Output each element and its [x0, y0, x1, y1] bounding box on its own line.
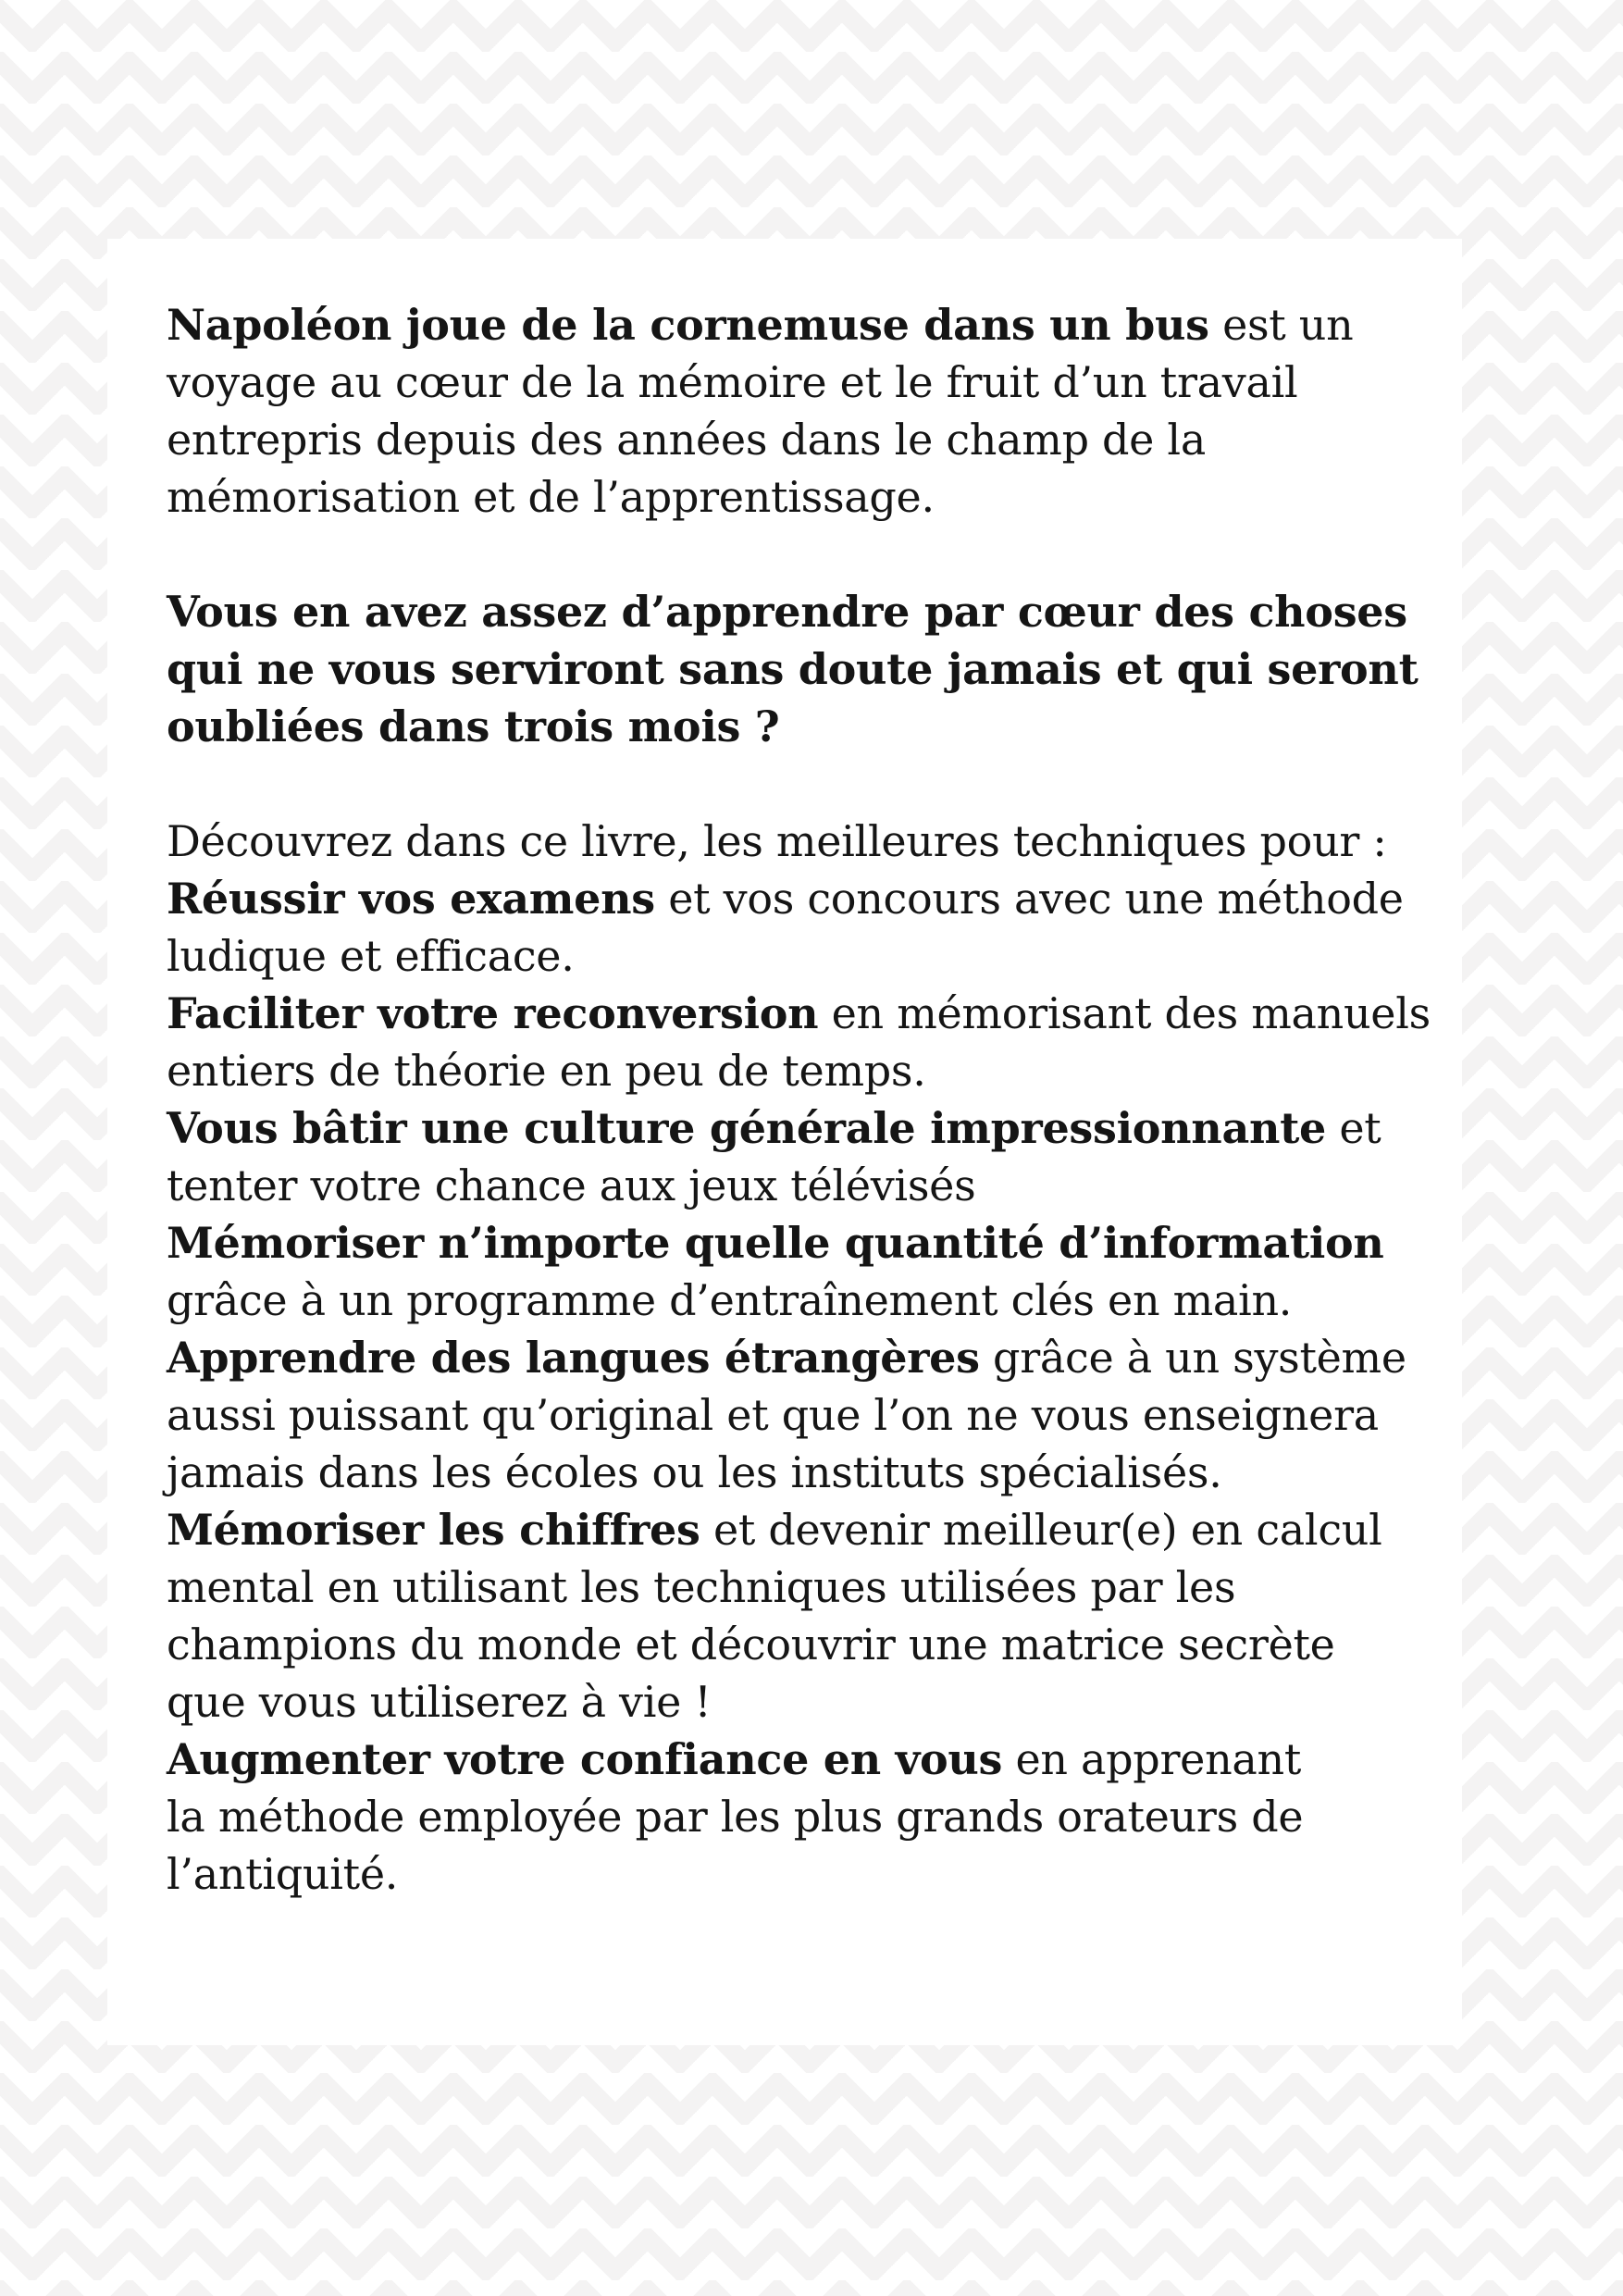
question-paragraph	[167, 583, 1443, 755]
paragraph-gap	[167, 755, 1443, 813]
benefits-list	[167, 813, 1443, 1903]
paragraph-gap	[167, 526, 1443, 583]
benefit-heading: Apprendre des langues étrangères	[167, 1333, 980, 1383]
benefit-heading: Réussir vos examens	[167, 874, 655, 924]
benefit-heading: Vous bâtir une culture générale impressionnante	[167, 1103, 1327, 1153]
benefit-heading: Mémoriser n’importe quelle quantité d’information	[167, 1218, 1384, 1268]
benefit-item: Apprendre des langues étrangères grâce à un système aussi puissant qu’original et que l’on ne vous enseignera jamais dans les écoles ou les instituts spécialisés.	[167, 1333, 1406, 1497]
question-line-2: qui ne vous serviront sans doute jamais et qui seront	[167, 644, 1419, 694]
question-line-3: oubliées dans trois mois ?	[167, 701, 780, 751]
benefit-item: Vous bâtir une culture générale impressionnante et tenter votre chance aux jeux télévisés	[167, 1103, 1381, 1210]
intro-line-1: Napoléon joue de la cornemuse dans un bus est un	[167, 300, 1354, 350]
book-title: Napoléon joue de la cornemuse dans un bus	[167, 300, 1209, 350]
benefit-item: Augmenter votre confiance en vous en apprenant la méthode employée par les plus grands orateurs de l’antiquité.	[167, 1734, 1304, 1899]
question-line-1: Vous en avez assez d’apprendre par cœur des choses	[167, 587, 1407, 637]
benefit-heading: Faciliter votre reconversion	[167, 988, 819, 1038]
intro-paragraph	[167, 296, 1443, 526]
back-cover-text	[167, 296, 1443, 1903]
benefit-item: Faciliter votre reconversion en mémorisant des manuels entiers de théorie en peu de temps.	[167, 988, 1431, 1096]
benefit-heading: Mémoriser les chiffres	[167, 1505, 700, 1555]
benefits-lead: Découvrez dans ce livre, les meilleures techniques pour :	[167, 816, 1387, 866]
benefit-item: Mémoriser n’importe quelle quantité d’information grâce à un programme d’entraînement clés en main.	[167, 1218, 1384, 1325]
intro-line-3: entrepris depuis des années dans le champ de la	[167, 415, 1206, 465]
benefit-item: Réussir vos examens et vos concours avec une méthode ludique et efficace.	[167, 874, 1404, 981]
benefit-heading: Augmenter votre confiance en vous	[167, 1734, 1003, 1784]
intro-line-2: voyage au cœur de la mémoire et le fruit d’un travail	[167, 357, 1298, 407]
intro-line-4: mémorisation et de l’apprentissage.	[167, 472, 935, 522]
benefit-item: Mémoriser les chiffres et devenir meilleur(e) en calcul mental en utilisant les techniques utilisées par les champions du monde et découvrir une matrice secrète que vous utiliserez à vie !	[167, 1505, 1382, 1727]
